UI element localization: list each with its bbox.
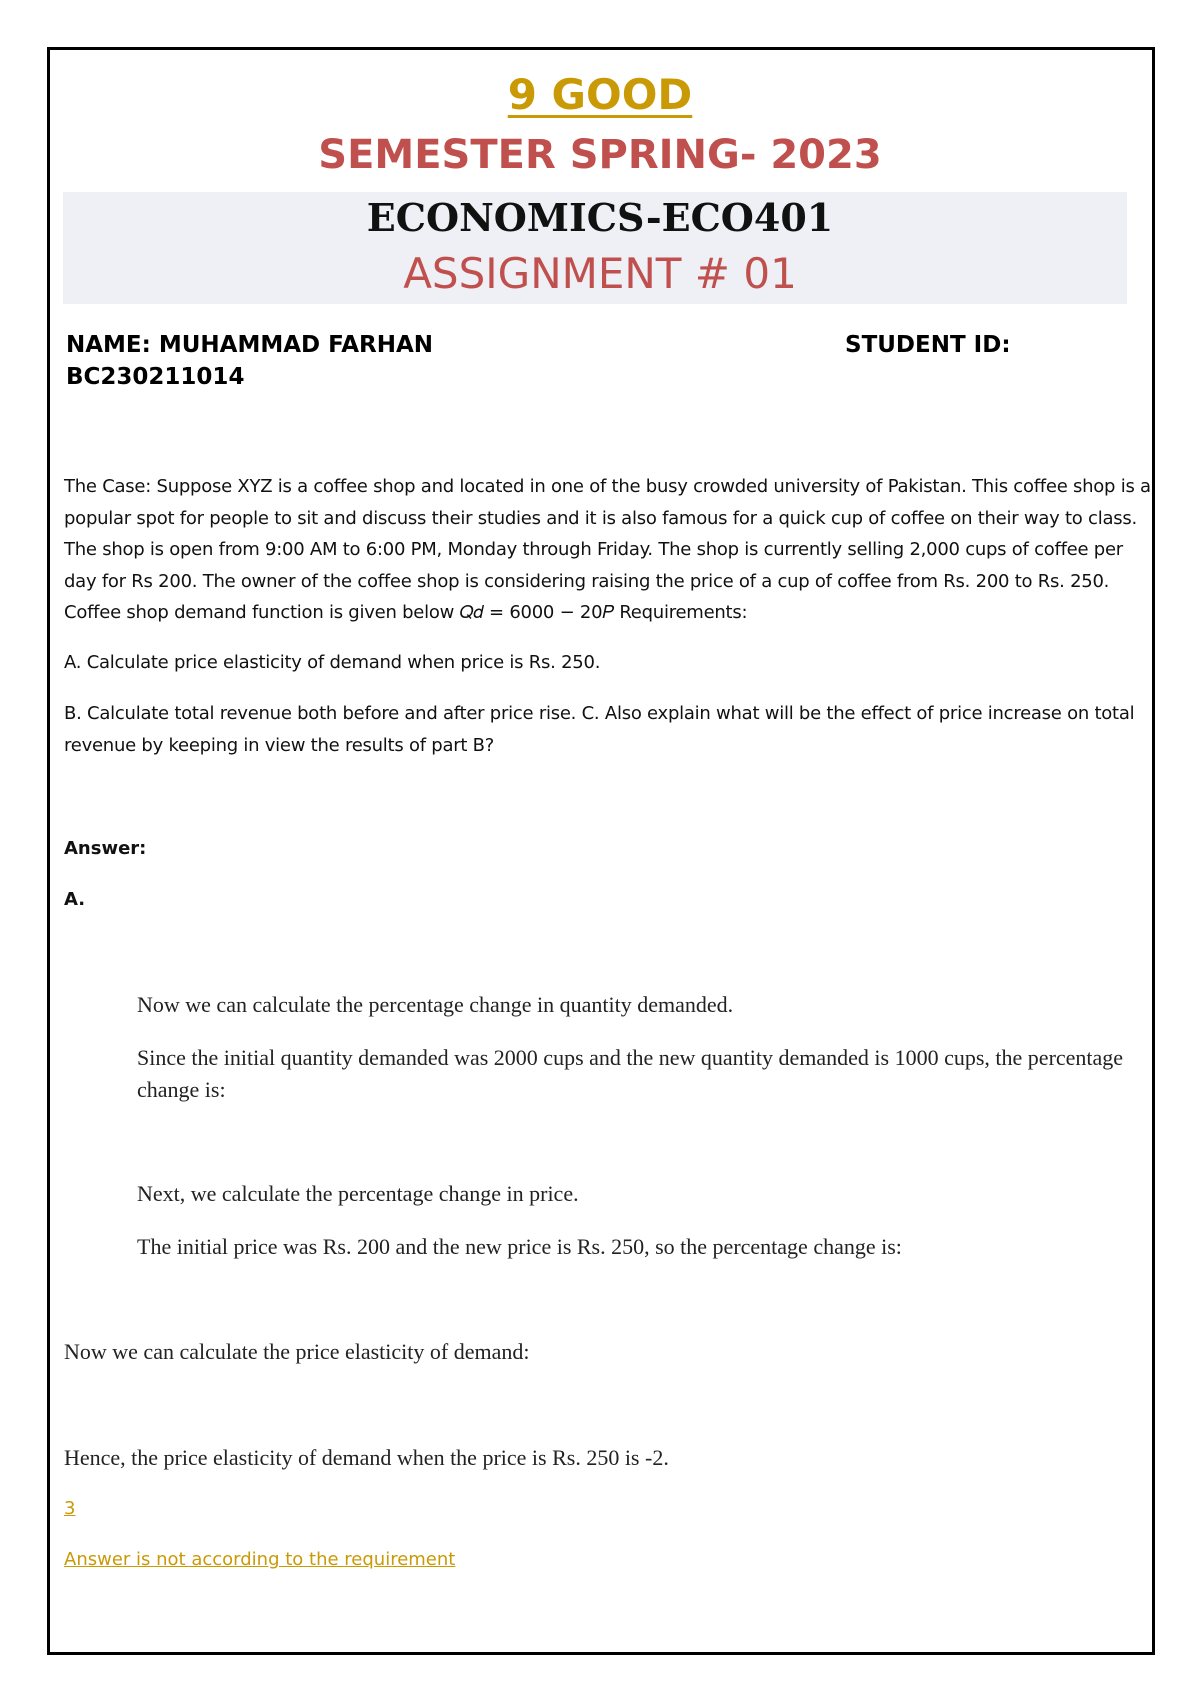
feedback-comment: Answer is not according to the requirement: [64, 1549, 456, 1570]
assignment-title: ASSIGNMENT # 01: [403, 249, 797, 298]
answer-line-conclusion: Hence, the price elasticity of demand when the price is Rs. 250 is -2.: [64, 1445, 669, 1470]
answer-line-price-detail: The initial price was Rs. 200 and the new price is Rs. 250, so the percentage change is:: [137, 1234, 902, 1259]
requirement-a: A. Calculate price elasticity of demand when price is Rs. 250.: [64, 652, 601, 673]
semester-heading: SEMESTER SPRING- 2023: [318, 132, 882, 178]
answer-heading: Answer:: [64, 838, 147, 859]
answer-line-elasticity: Now we can calculate the price elasticity of demand:: [64, 1339, 530, 1364]
answer-line-price-change: Next, we calculate the percentage change in price.: [137, 1181, 579, 1206]
grade-heading: 9 GOOD: [507, 70, 693, 119]
answer-part-a-label: A.: [64, 889, 86, 910]
answer-line-quantity-detail: Since the initial quantity demanded was 2000 cups and the new quantity demanded is 1000 cups, the percentage change is:: [137, 1045, 1124, 1102]
case-description: The Case: Suppose XYZ is a coffee shop and located in one of the busy crowded university of Pakistan. This coffee shop is a popular spot for people to sit and discuss their studies and it is also famous for a quick cup of coffee on their way to class. The shop is open from 9:00 AM to 6:00 PM, Monday through Friday. The shop is currently selling 2,000 cups of coffee per day for Rs 200. The owner of the coffee shop is considering raising the price of a cup of coffee from Rs. 200 to Rs. 250. Coffee shop demand function is given below 𝑄𝑑 = 6000 − 20𝑃 Requirements:: [64, 476, 1151, 623]
course-title: ECONOMICS-ECO401: [366, 195, 834, 240]
student-id-value: BC230211014: [66, 364, 245, 390]
requirement-bc: B. Calculate total revenue both before and after price rise. C. Also explain what will be the effect of price increase on total revenue by keeping in view the results of part B?: [64, 703, 1135, 756]
answer-line-quantity-change: Now we can calculate the percentage change in quantity demanded.: [137, 992, 734, 1017]
feedback-score: 3: [64, 1498, 76, 1519]
student-id-label: STUDENT ID:: [845, 332, 1011, 358]
student-name: NAME: MUHAMMAD FARHAN: [66, 332, 434, 358]
